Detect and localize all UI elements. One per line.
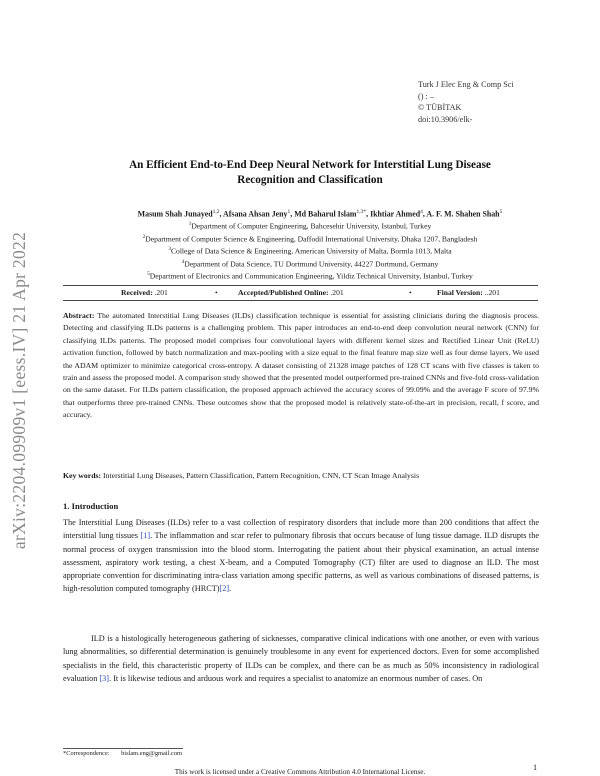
affiliation-text: College of Data Science & Engineering, American University of Malta, Bormla 1013, Malta <box>170 246 452 256</box>
title-line-2: Recognition and Classification <box>237 174 383 186</box>
affiliation-text: Department of Computer Science & Engineering, Daffodil International University, Dhaka 1207, Bangladesh <box>145 234 478 244</box>
arxiv-identifier-stamp <box>6 200 34 580</box>
accepted-date <box>238 288 344 297</box>
license-notice: This work is licensed under a Creative Commons Attribution 4.0 International License. <box>174 768 426 776</box>
divider-top <box>63 285 538 286</box>
received-label: Received: <box>121 288 153 297</box>
final-value: ..201 <box>484 288 500 297</box>
citation-link[interactable]: [2] <box>219 584 230 594</box>
footnote-rule <box>63 748 183 749</box>
accepted-value: .201 <box>330 288 344 297</box>
paper-title <box>60 158 560 188</box>
author-list: Masum Shah Junayed$^{1,2}$, Afsana Ahsan Jeny$^1$, Md Baharul Islam$^{1,3*}$, Ikhtiar Ahmed$^4$, A. F. M. Shahen Shah$^5$ <box>137 209 503 219</box>
journal-publisher: © TÜBİTAK <box>418 103 462 112</box>
affiliation-text: Department of Computer Engineering, Bahcesehir University, Istanbul, Turkey <box>191 221 432 231</box>
affiliation-item <box>60 232 560 245</box>
keywords-label: Key words: <box>63 471 102 480</box>
paragraph-text: The Interstitial Lung Diseases (ILDs) refer to a vast collection of respiratory disorders that include more than 200 conditions that affect the interstitial lung tissues <box>63 518 539 541</box>
affiliation-number: 5 <box>147 271 150 278</box>
date-separator: • <box>215 288 218 297</box>
paragraph-text: . <box>229 584 232 594</box>
journal-info <box>418 79 514 125</box>
correspondence-footnote <box>63 750 182 757</box>
keywords <box>63 470 539 482</box>
title-line-1: An Efficient End-to-End Deep Neural Network for Interstitial Lung Disease <box>129 159 491 171</box>
author-affil-sup: 4 <box>420 209 423 215</box>
paragraph-text: . It is likewise tedious and arduous work and requires a specialist to anatomize an enormous number of cases. On <box>109 673 483 683</box>
abstract-label: Abstract: <box>63 311 95 320</box>
abstract-text: The automated Interstitial Lung Diseases (ILDs) classification technique is essential for assisting clinicians during the diagnosis process. Detecting and classifying ILDs patterns is a challenging problem. This paper introduces an end-to-end deep convolution neural network (CNN) for classifying ILDs patterns. The proposed model comprises four convolutional layers with different kernel sizes and Rectified Linear Unit (ReLU) activation function, followed by batch normalization and max-pooling with a size equal to the final feature map size well as four dense layers. We used the ADAM optimizer to minimize categorical cross-entropy. A dataset consisting of 21328 image patches of 128 CT scans with five classes is taken to train and assess the proposed model. A comparison study showed that the presented model outperformed pre-trained CNNs and five-fold cross-validation on the same dataset. For ILDs pattern classification, the proposed approach achieved the accuracy scores of 99.09% and the average F score of 97.9% that outperforms three pre-trained CNNs. These outcomes show that the proposed model is relatively state-of-the-art in precision, recall, f score, and accuracy. <box>63 311 539 420</box>
author-name: Md Baharul Islam <box>294 209 357 219</box>
author-affil-sup: 1 <box>287 209 291 215</box>
affiliation-item <box>60 257 560 270</box>
section-heading-introduction: 1. Introduction <box>63 501 119 511</box>
correspondence-email[interactable]: bislam.eng@gmail.com <box>121 750 183 757</box>
affiliation-number: 2 <box>142 233 146 240</box>
affiliation-text: Department of Data Science, TU Dortmund University, 44227 Dortmund, Germany <box>184 259 439 269</box>
affiliation-item <box>60 269 560 282</box>
journal-volume: () : – <box>418 91 434 101</box>
affiliation-item <box>60 219 560 232</box>
affiliation-number: 1 <box>188 221 192 227</box>
final-date <box>437 288 500 297</box>
author-affil-sup: 5 <box>499 209 503 215</box>
received-date <box>121 288 168 297</box>
paragraph-text: . The inflammation and scar refer to pulmonary fibrosis that occurs because of lung tissue damage. ILD disrupts the normal process of oxygen transmission into the blood storm. Interrogating the patient about their physical examination, an actual intense assessment, aspiratory work testing, a chest X-beam, and a Computed Tomography (CT) filter are used to diagnose an ILD. The most appropriate convention for discriminating intra-class variation among specific patterns, as well as various combinations of diseased patterns, is high-resolution computed tomography (HRCT) <box>63 531 539 594</box>
final-label: Final Version: <box>437 288 483 297</box>
received-value: .201 <box>154 288 168 297</box>
citation-link[interactable]: [1] <box>140 531 151 541</box>
paragraph-text: ILD is a histologically heterogeneous gathering of sicknesses, comparative clinical indications with one another, or even with various lung abnormalities, so differential determination is genuinely troublesome in any event for experienced doctors. Even for some accomplished specialists in the field, this characteristic property of ILDs can be complex, and there can be as much as 50% inconsistency in radiological evaluation <box>63 634 539 683</box>
arxiv-id-text: arXiv:2204.09909v1 [eess.IV] 21 Apr 2022 <box>9 231 30 549</box>
author-affil-sup: 1,2 <box>212 209 220 215</box>
footnote-label: *Correspondence: <box>63 750 110 757</box>
author-name: Ikhtiar Ahmed <box>370 209 421 219</box>
abstract <box>63 310 539 422</box>
intro-paragraph-1 <box>63 516 539 596</box>
affiliation-list <box>60 219 560 282</box>
author-affil-sup: 1,3* <box>356 209 367 215</box>
page-number: 1 <box>533 763 538 772</box>
publication-dates <box>63 288 538 298</box>
citation-link[interactable]: [3] <box>99 673 110 683</box>
author-name: A. F. M. Shahen Shah <box>426 209 500 219</box>
journal-doi: doi:10.3906/elk- <box>418 114 473 124</box>
affiliation-number: 4 <box>181 258 185 265</box>
keywords-text: Interstitial Lung Diseases, Pattern Classification, Pattern Recognition, CNN, CT Scan Image Analysis <box>103 471 420 480</box>
accepted-label: Accepted/Published Online: <box>238 288 329 297</box>
author-name: Masum Shah Junayed <box>137 209 213 219</box>
intro-paragraph-2 <box>63 632 539 685</box>
date-separator: • <box>409 288 412 297</box>
affiliation-item <box>60 244 560 257</box>
affiliation-number: 3 <box>168 246 171 253</box>
journal-name: Turk J Elec Eng & Comp Sci <box>418 80 514 89</box>
author-name: Afsana Ahsan Jeny <box>223 209 288 219</box>
affiliation-text: Department of Electronics and Communication Engineering, Yildiz Technical University, Istanbul, Turkey <box>149 271 473 281</box>
divider-bottom <box>63 300 538 301</box>
